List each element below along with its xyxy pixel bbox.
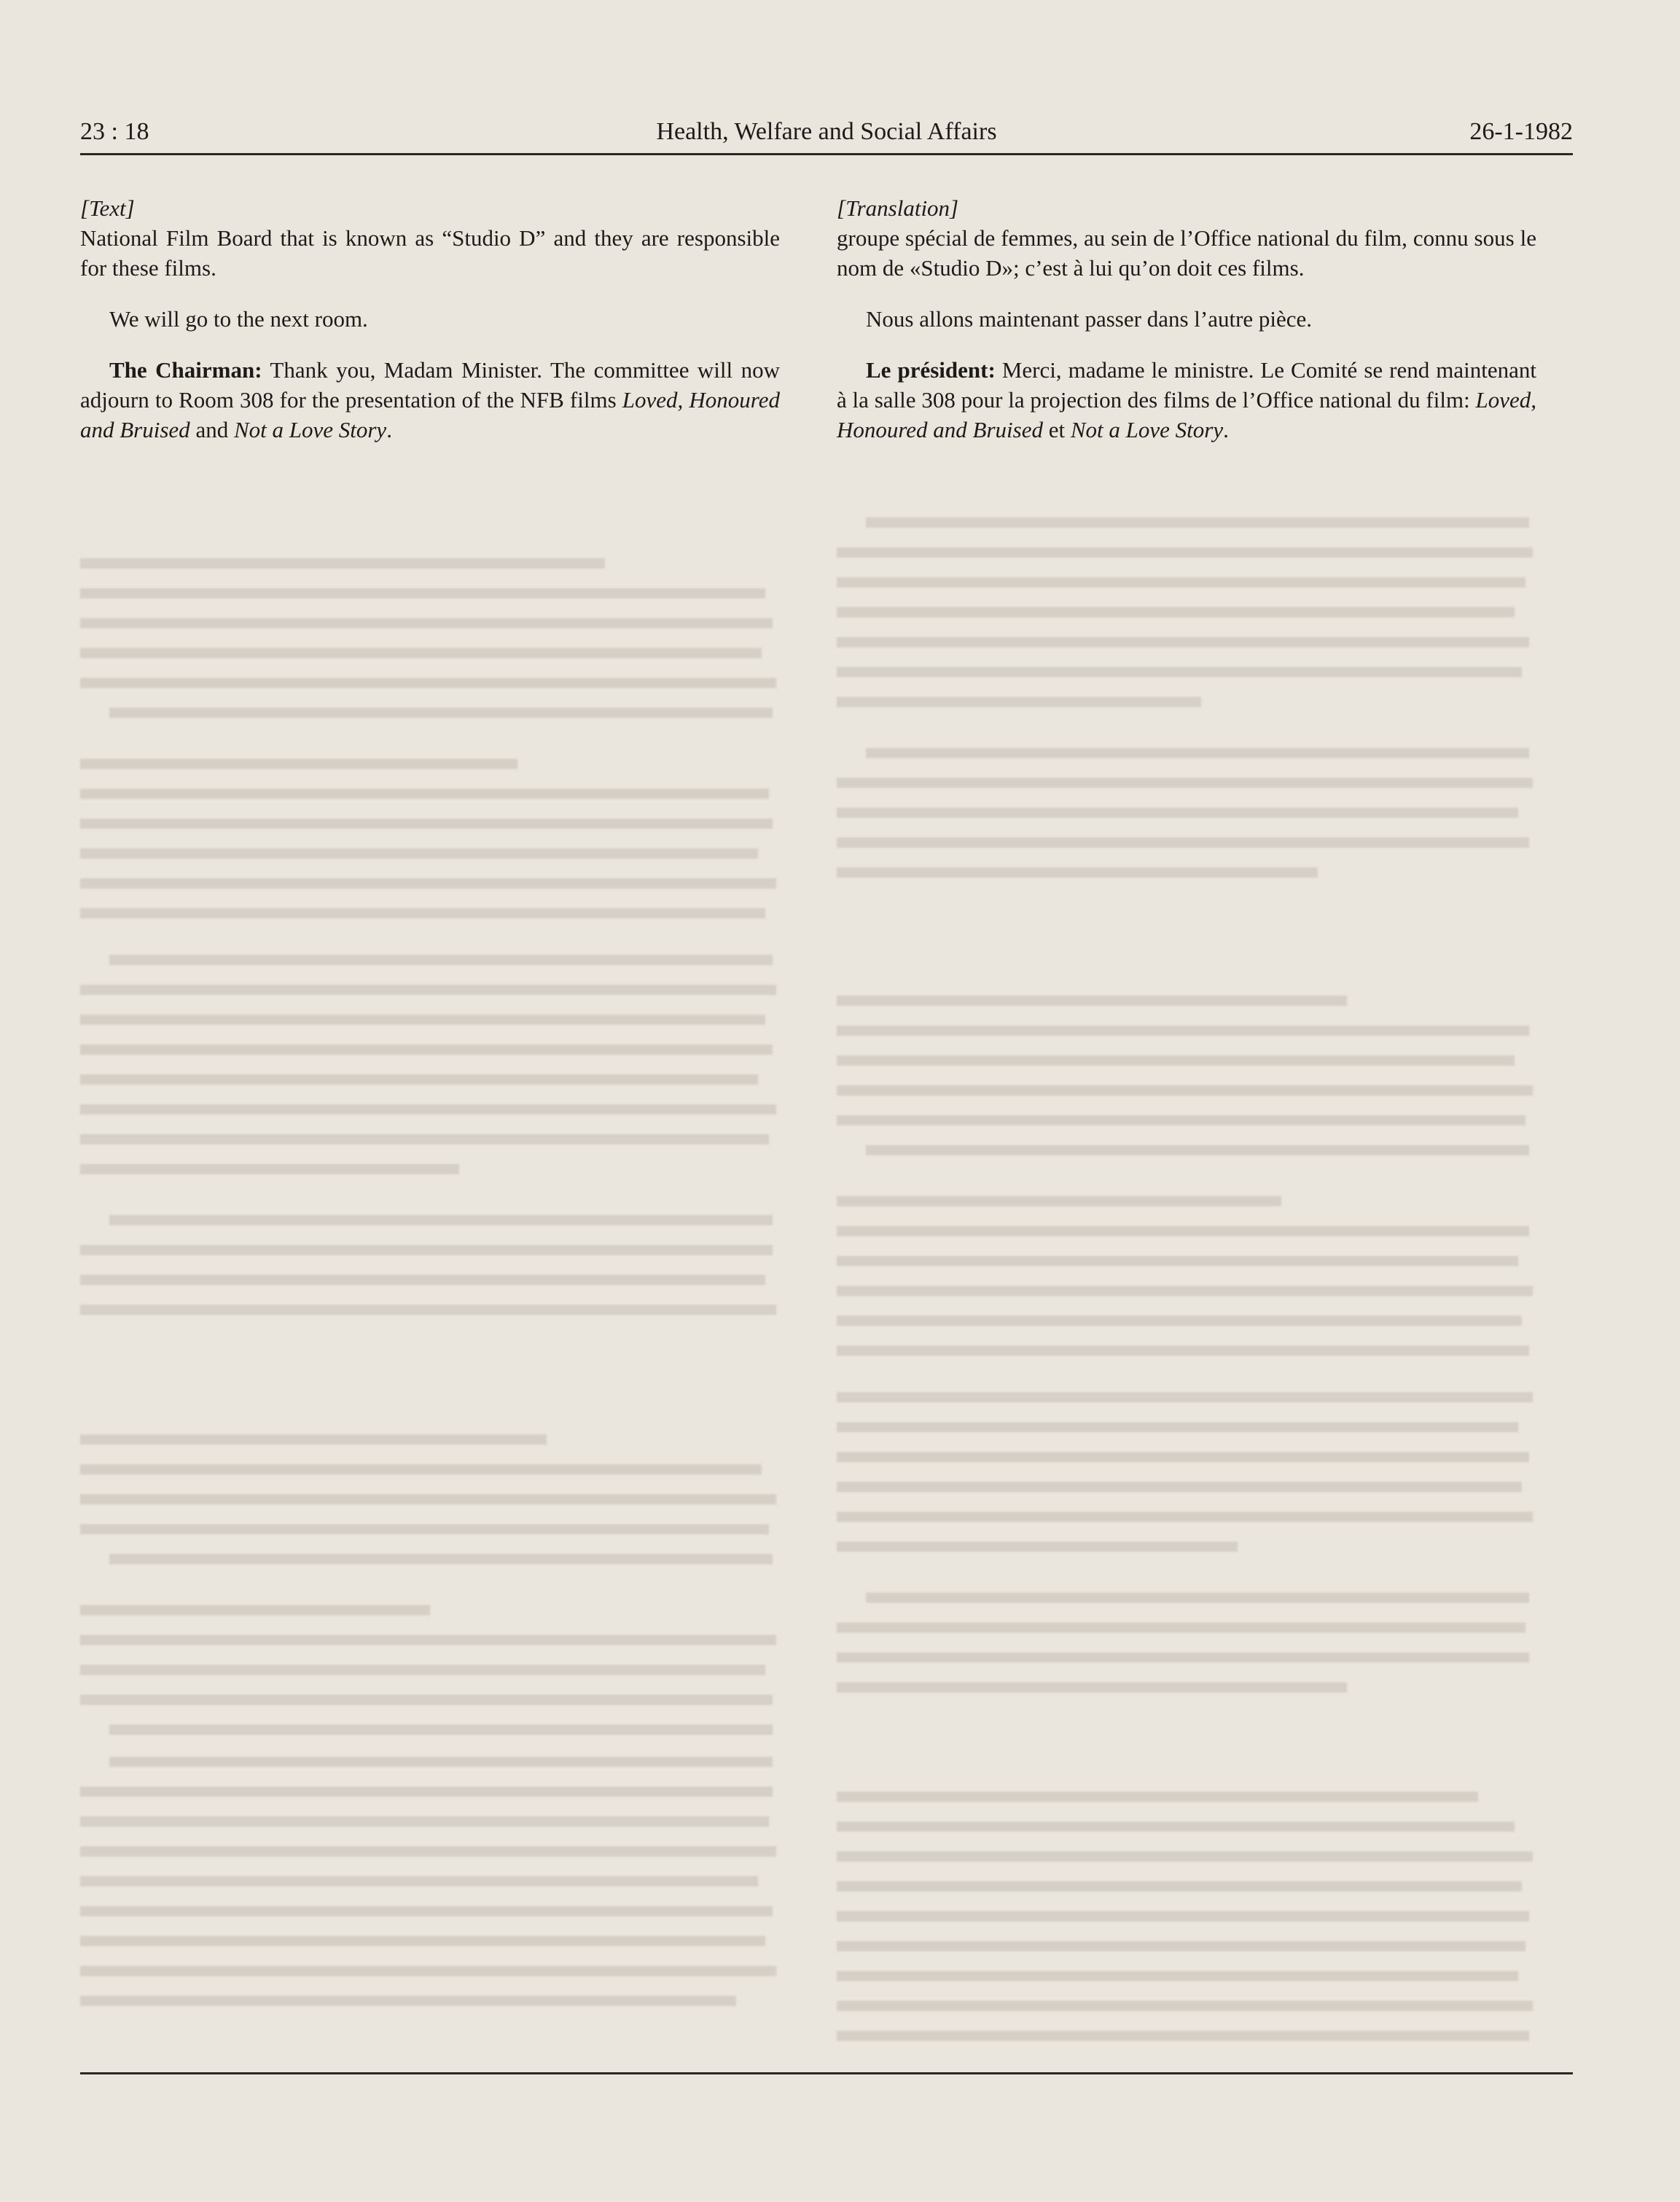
film-title: Not a Love Story: [1070, 417, 1224, 442]
bleed-through-lines: [80, 1749, 780, 2041]
bleed-through-lines: [837, 1385, 1536, 1735]
film-title: Loved, Honoured and Bruised: [80, 387, 780, 442]
film-title: Loved, Honoured and Bruised: [837, 387, 1536, 442]
sentence-end: .: [386, 417, 392, 442]
paragraph: National Film Board that is known as “Studio D” and they are responsible for these films.: [80, 225, 780, 281]
speaker-name: Le président:: [866, 357, 996, 383]
english-column: [80, 193, 780, 466]
footer-rule: [80, 2072, 1573, 2074]
bleed-through-texture: [80, 1749, 780, 2048]
bleed-through-lines: [837, 955, 1536, 1363]
header-rule: [80, 153, 1573, 155]
bleed-through-texture: [837, 1385, 1536, 1742]
speech-text: Thank you, Madam Minister. The committee will now adjourn to Room 308 for the presentation of the NFB films: [80, 357, 780, 413]
running-title: Health, Welfare and Social Affairs: [656, 118, 997, 145]
bleed-through-texture: [80, 1385, 780, 1742]
translation-label: [Translation]: [837, 195, 959, 221]
bleed-through-texture: [837, 510, 1536, 926]
paragraph: [80, 355, 780, 445]
bleed-through-lines: [80, 518, 780, 926]
speaker-name: The Chairman:: [109, 357, 262, 383]
bleed-through-lines: [837, 1757, 1536, 2048]
paragraph: groupe spécial de femmes, au sein de l’Office national du film, connu sous le nom de «Studio D»; c’est à lui qu’on doit ces films.: [837, 225, 1536, 281]
paragraph: [837, 355, 1536, 445]
bleed-through-texture: [837, 1749, 1536, 2048]
page-header: [80, 118, 1573, 156]
film-title: Not a Love Story: [233, 417, 387, 442]
sentence-end: .: [1223, 417, 1229, 442]
paragraph: Nous allons maintenant passer dans l’autre pièce.: [866, 306, 1313, 332]
bleed-through-lines: [80, 1392, 780, 1742]
bleed-through-texture: [837, 948, 1536, 1363]
french-column: [837, 193, 1536, 466]
conjunction: et: [1043, 417, 1071, 442]
paragraph: We will go to the next room.: [109, 306, 368, 332]
page-number: 23 : 18: [80, 118, 149, 145]
speech-text: Merci, madame le ministre. Le Comité se rend maintenant à la salle 308 pour la projection des films de l’Office national du film:: [837, 357, 1536, 413]
bleed-through-lines: [80, 948, 780, 1356]
bleed-through-texture: [80, 948, 780, 1363]
page-date: 26-1-1982: [1469, 118, 1573, 145]
text-label: [Text]: [80, 195, 135, 221]
bleed-through-lines: [837, 510, 1536, 918]
bleed-through-texture: [80, 510, 780, 926]
conjunction: and: [190, 417, 234, 442]
